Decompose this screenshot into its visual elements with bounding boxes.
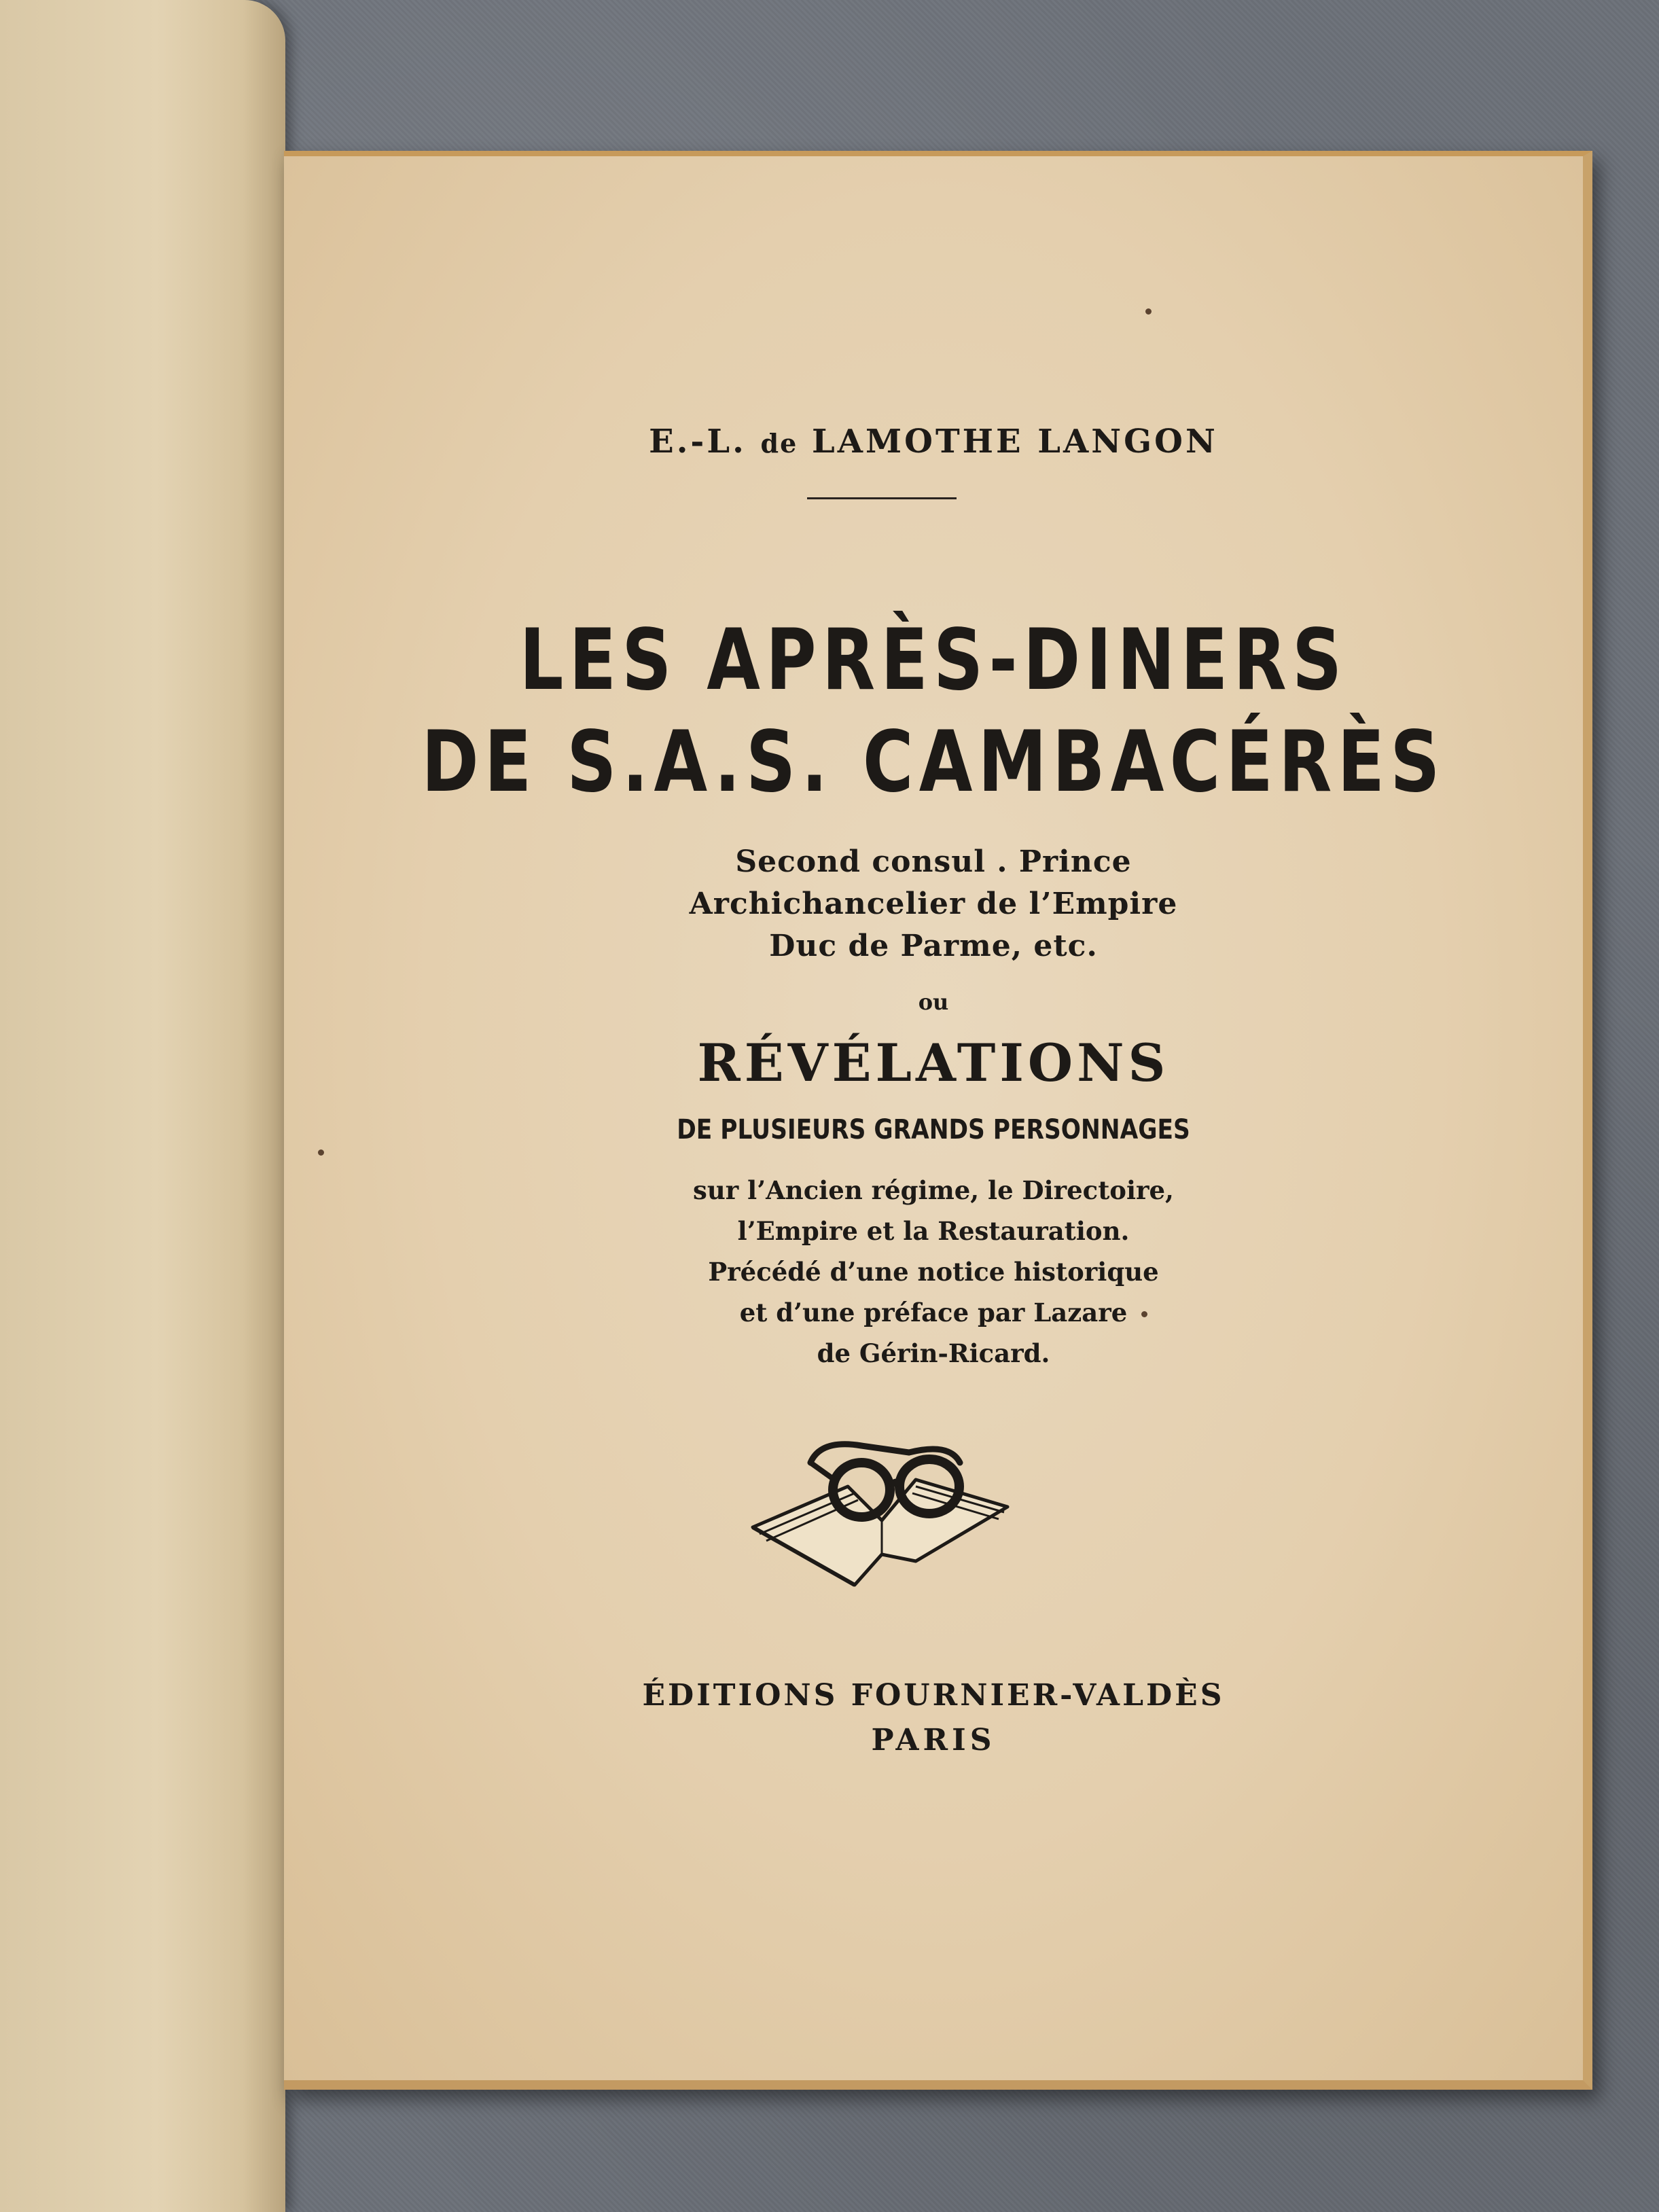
paper-speck: [318, 1149, 324, 1156]
author-surname: LAMOTHE LANGON: [812, 423, 1218, 461]
description-line: Précédé d’une notice historique: [708, 1257, 1159, 1287]
subtitle-line: Duc de Parme, etc.: [769, 929, 1098, 963]
subtitle-line: Second consul . Prince: [735, 844, 1132, 879]
alt-subtitle: DE PLUSIEURS GRANDS PERSONNAGES: [677, 1114, 1190, 1145]
title-rule: [807, 497, 957, 499]
paper-speck: [1145, 308, 1152, 315]
alt-title: RÉVÉLATIONS: [697, 1033, 1170, 1093]
title-page: [284, 151, 1592, 2090]
book-title-line-2: DE S.A.S. CAMBACÉRÈS: [421, 713, 1446, 811]
description-line: l’Empire et la Restauration.: [737, 1216, 1130, 1246]
description-line: de Gérin-Ricard.: [817, 1338, 1050, 1368]
left-flyleaf-page: [0, 0, 285, 2212]
description-line: sur l’Ancien régime, le Directoire,: [693, 1175, 1174, 1205]
author-particle: de: [760, 428, 798, 459]
subtitle-line: Archichancelier de l’Empire: [689, 887, 1178, 921]
publisher-name: ÉDITIONS FOURNIER-VALDÈS: [642, 1678, 1225, 1713]
open-book-with-glasses-icon: [746, 1425, 1018, 1588]
description-line: et d’une préface par Lazare: [739, 1298, 1128, 1327]
author-name: [284, 423, 1583, 461]
publisher-city: PARIS: [871, 1723, 996, 1758]
author-initials: E.-L.: [649, 423, 747, 461]
conjunction-ou: ou: [918, 989, 949, 1015]
book-title-line-1: LES APRÈS-DINERS: [519, 611, 1348, 709]
